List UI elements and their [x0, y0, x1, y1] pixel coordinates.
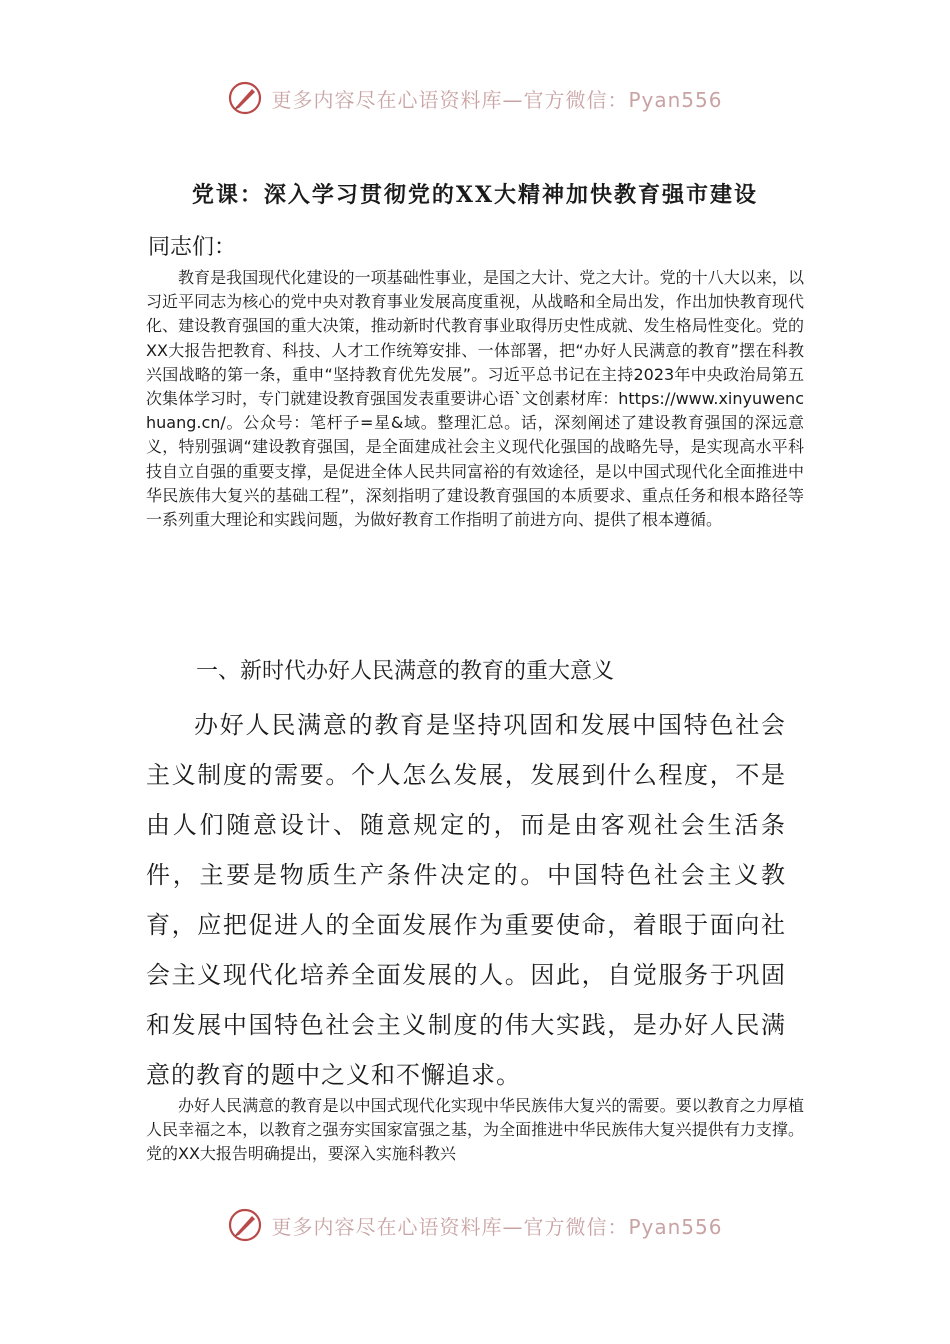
- header-watermark: [0, 80, 950, 116]
- footer-watermark: [0, 1207, 950, 1243]
- body-paragraph: 办好人民满意的教育是以中国式现代化实现中华民族伟大复兴的需要。要以教育之力厚植人民幸福之本，以教育之强夯实国家富强之基，为全面推进中华民族伟大复兴提供有力支撑。党的XX大报告明确提出，要深入实施科教兴: [146, 1096, 804, 1164]
- watermark-text: 更多内容尽在心语资料库—官方微信：Pyan556: [271, 1214, 723, 1239]
- body-paragraph-large: 办好人民满意的教育是坚持巩固和发展中国特色社会主义制度的需要。个人怎么发展，发展到什么程度，不是由人们随意设计、随意规定的，而是由客观社会生活条件，主要是物质生产条件决定的。中国特色社会主义教育，应把促进人的全面发展作为重要使命，着眼于面向社会主义现代化培养全面发展的人。因此，自觉服务于巩固和发展中国特色社会主义制度的伟大实践，是办好人民满意的教育的题中之义和不懈追求。: [146, 711, 786, 1089]
- intro-paragraph: 教育是我国现代化建设的一项基础性事业，是国之大计、党之大计。党的十八大以来，以习近平同志为核心的党中央对教育事业发展高度重视，从战略和全局出发，作出加快教育现代化、建设教育强国的重大决策，推动新时代教育事业取得历史性成就、发生格局性变化。党的XX大报告把教育、科技、人才工作统筹安排、一体部署，把“办好人民满意的教育”摆在科教兴国战略的第一条，重申“坚持教育优先发展”。习近平总书记在主持2023年中央政治局第五次集体学习时，专门就建设教育强国发表重要讲心语`文创素材库：https://www.xinyuwenchuang.cn/。公众号：笔杆子=星&域。整理汇总。话，深刻阐述了建设教育强国的深远意义，特别强调“建设教育强国，是全面建成社会主义现代化强国的战略先导，是实现高水平科技自立自强的重要支撑，是促进全体人民共同富裕的有效途径，是以中国式现代化全面推进中华民族伟大复兴的基础工程”，深刻指明了建设教育强国的本质要求、重点任务和根本路径等一系列重大理论和实践问题，为做好教育工作指明了前进方向、提供了根本遵循。: [146, 268, 804, 530]
- section-heading: 一、新时代办好人民满意的教育的重大意义: [196, 659, 615, 684]
- document-title: 党课：深入学习贯彻党的XX大精神加快教育强市建设: [191, 182, 759, 208]
- greeting: 同志们：: [148, 235, 237, 260]
- quill-pen-icon: [227, 80, 263, 116]
- quill-pen-icon: [227, 1207, 263, 1243]
- watermark-text: 更多内容尽在心语资料库—官方微信：Pyan556: [271, 87, 723, 112]
